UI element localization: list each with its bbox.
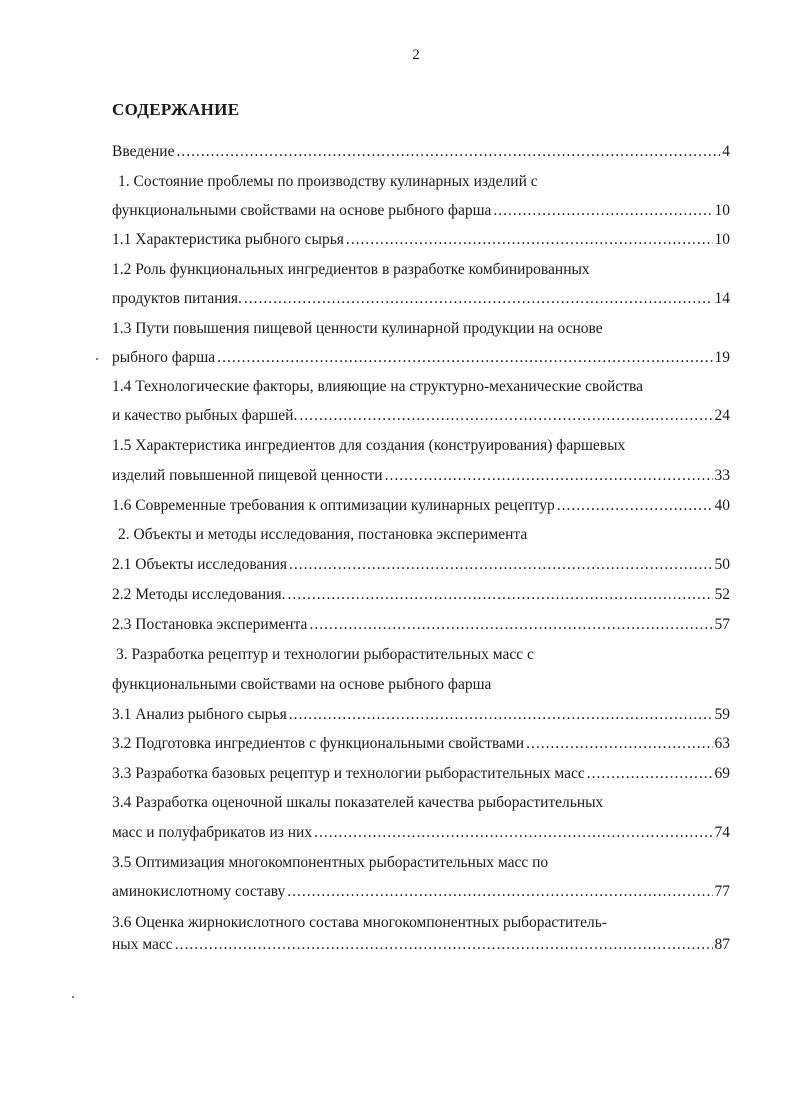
- toc-entry: [112, 289, 730, 309]
- toc-entry-text: 3.2 Подготовка ингредиентов с функциональными свойствами: [112, 735, 525, 752]
- toc-entry-page: 69: [714, 765, 730, 782]
- toc-entry-page: 63: [714, 735, 730, 752]
- leader-dots: [299, 406, 712, 426]
- leader-dots: [287, 882, 712, 902]
- toc-entry-page: 10: [714, 202, 730, 219]
- toc-entry-page: 77: [714, 883, 730, 900]
- leader-dots: [314, 823, 712, 843]
- toc-entry-text: 3.1 Анализ рыбного сырья: [112, 706, 287, 723]
- toc-entry-page: 57: [714, 616, 730, 633]
- toc-entry-text: 2.2 Методы исследования.: [112, 586, 286, 603]
- toc-entry-text: 3.4 Разработка оценочной шкалы показателей качества рыборастительных: [112, 794, 604, 811]
- toc-entry: [112, 142, 730, 162]
- toc-entry-page: 24: [714, 407, 730, 424]
- leader-dots: [244, 289, 713, 309]
- leader-dots: [289, 555, 712, 575]
- toc-entry-page: 33: [714, 467, 730, 484]
- toc-entry-text: 3. Разработка рецептур и технологии рыборастительных масс с: [116, 646, 534, 663]
- toc-entry-text: аминокислотному составу: [112, 883, 286, 900]
- toc-entry-text: ных масс: [112, 936, 173, 953]
- leader-dots: [176, 142, 720, 162]
- leader-dots: [385, 466, 713, 486]
- toc-entry: [112, 882, 730, 902]
- toc-entry: [112, 615, 730, 635]
- leader-dots: [346, 230, 713, 250]
- toc-entry-text: функциональными свойствами на основе рыбного фарша: [112, 676, 492, 693]
- toc-entry-text: изделий повышенной пищевой ценности: [112, 467, 383, 484]
- toc-entry-text: функциональными свойствами на основе рыбного фарша: [112, 202, 492, 219]
- toc-entry-text: 1. Состояние проблемы по производству кулинарных изделий с: [118, 173, 538, 190]
- toc-entry-text: 1.4 Технологические факторы, влияющие на структурно-механические свойства: [112, 378, 643, 395]
- scan-speck: [72, 996, 74, 998]
- toc-entry: [112, 555, 730, 575]
- toc-entry: [112, 585, 730, 605]
- toc-entry: [112, 734, 730, 754]
- toc-entry: [112, 406, 730, 426]
- toc-entry-text: 1.2 Роль функциональных ингредиентов в разработке комбинированных: [112, 261, 590, 278]
- toc-title: СОДЕРЖАНИЕ: [112, 100, 240, 119]
- toc-entry: [112, 496, 730, 516]
- toc-entry-page: 87: [714, 936, 730, 953]
- toc-entry-text: рыбного фарша: [112, 349, 216, 366]
- toc-entry-text: масс и полуфабрикатов из них: [112, 824, 313, 841]
- leader-dots: [309, 615, 712, 635]
- toc-entry: [112, 935, 730, 955]
- leader-dots: [587, 764, 713, 784]
- toc-entry-page: 4: [722, 143, 730, 160]
- toc-entry-text: продуктов питания.: [112, 290, 242, 307]
- page-number: 2: [412, 47, 420, 63]
- toc-entry-text: 2. Объекты и методы исследования, постановка эксперимента: [118, 526, 528, 543]
- scan-speck: [96, 358, 98, 360]
- toc-entry-text: 2.3 Постановка эксперимента: [112, 616, 308, 633]
- toc-entry-text: Введение: [112, 143, 175, 160]
- leader-dots: [175, 935, 713, 955]
- toc-entry: [112, 705, 730, 725]
- leader-dots: [493, 201, 712, 221]
- toc-entry-page: 10: [714, 231, 730, 248]
- leader-dots: [526, 734, 712, 754]
- leader-dots: [287, 585, 712, 605]
- toc-entry-page: 50: [714, 556, 730, 573]
- leader-dots: [289, 705, 713, 725]
- toc-entry: [112, 230, 730, 250]
- toc-entry-page: 59: [714, 706, 730, 723]
- toc-entry: [112, 764, 730, 784]
- toc-entry: [112, 466, 730, 486]
- toc-entry-text: 1.5 Характеристика ингредиентов для создания (конструирования) фаршевых: [112, 437, 626, 454]
- toc-entry-text: 1.3 Пути повышения пищевой ценности кулинарной продукции на основе: [112, 320, 603, 337]
- leader-dots: [217, 348, 712, 368]
- toc-entry: [112, 348, 730, 368]
- toc-entry-page: 52: [714, 586, 730, 603]
- toc-entry-text: 3.6 Оценка жирнокислотного состава многокомпонентных рыбораститель-: [112, 914, 607, 931]
- toc-entry-page: 14: [714, 290, 730, 307]
- toc-entry-text: 2.1 Объекты исследования: [112, 556, 288, 573]
- toc-entry-text: 3.5 Оптимизация многокомпонентных рыборастительных масс по: [112, 854, 549, 871]
- toc-entry-page: 40: [714, 497, 730, 514]
- leader-dots: [557, 496, 713, 516]
- toc-entry-text: и качество рыбных фаршей.: [112, 407, 298, 424]
- toc-entry-text: 1.6 Современные требования к оптимизации кулинарных рецептур: [112, 497, 555, 514]
- toc-entry: [112, 823, 730, 843]
- toc-entry-text: 1.1 Характеристика рыбного сырья: [112, 231, 344, 248]
- toc-entry-page: 19: [714, 349, 730, 366]
- toc-entry: [112, 201, 730, 221]
- toc-entry-text: 3.3 Разработка базовых рецептур и технологии рыборастительных масс: [112, 765, 585, 782]
- toc-entry-page: 74: [714, 824, 730, 841]
